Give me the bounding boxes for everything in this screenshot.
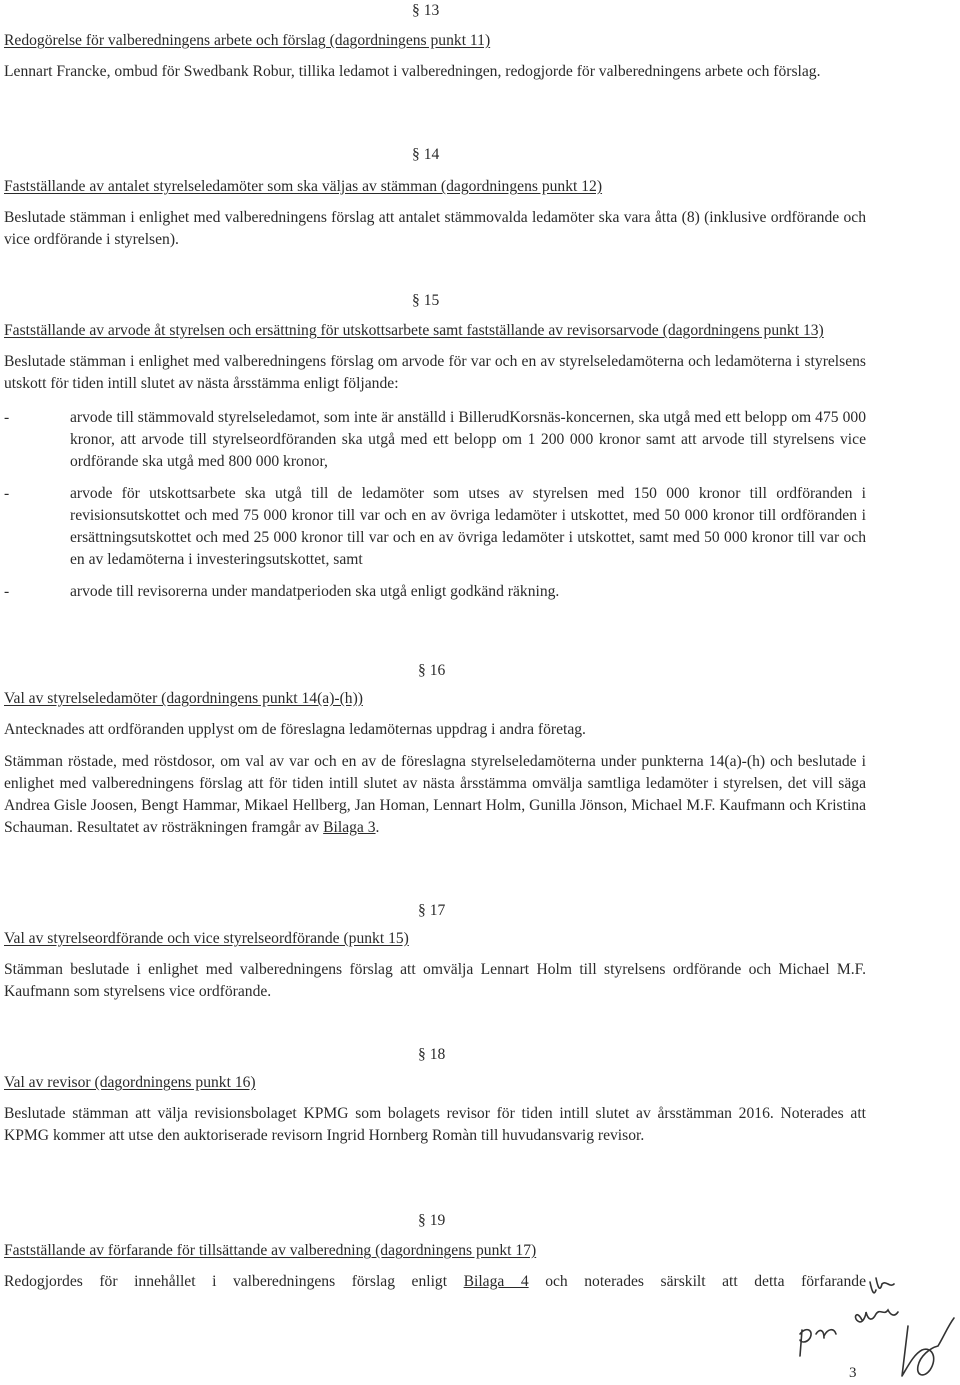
section-paragraph: Antecknades att ordföranden upplyst om de föreslagna ledamöternas uppdrag i andra företag.	[4, 721, 586, 738]
section-heading: Val av revisor (dagordningens punkt 16)	[4, 1074, 256, 1091]
section-heading: Redogörelse för valberedningens arbete och förslag (dagordningens punkt 11)	[4, 32, 491, 49]
bullet-dash: -	[4, 409, 10, 426]
section-number: § 16	[418, 662, 446, 679]
paragraph-text: Stämman röstade, med röstdosor, om val av var och en av de föreslagna styrelseledamöterna under punkterna 14(a)-(h) och beslutade i enlighet med valberedningens förslag att för tiden intill slutet av nästa årsstämma omvälja samtliga ledamöter i styrelsen, det vill säga Andrea Gisle Joosen, Bengt Hammar, Mikael Hellberg, Jan Homan, Lennart Holm, Gunilla Jönson, Michael M.F. Kaufmann och Kristina Schauman. Resultatet av rösträkningen framgår av	[4, 753, 866, 836]
list-item	[4, 483, 866, 571]
section-14	[4, 176, 866, 251]
section-paragraph	[4, 751, 866, 839]
section-paragraph: Beslutade stämman att välja revisionsbolaget KPMG som bolagets revisor för tiden intill slutet av årsstämman 2016. Noterades att KPMG kommer att utse den auktoriserade revisorn Ingrid Hornberg Romàn till huvudansvarig revisor.	[4, 1105, 866, 1144]
paragraph-text: Redogjordes för innehållet i valberedningens förslag enligt	[4, 1273, 448, 1290]
section-paragraph: Lennart Francke, ombud för Swedbank Robur, tillika ledamot i valberedningen, redogjorde för valberedningens arbete och förslag.	[4, 63, 821, 80]
appendix-link[interactable]: Bilaga 4	[463, 1273, 529, 1290]
appendix-link[interactable]: Bilaga 3	[323, 819, 376, 836]
section-heading: Val av styrelseordförande och vice styrelseordförande (punkt 15)	[4, 930, 409, 947]
section-number: § 18	[418, 1046, 446, 1063]
list-item-text: arvode för utskottsarbete ska utgå till de ledamöter som utses av styrelsen med 150 000 kronor till ordföranden i revisionsutskottet och med 75 000 kronor till var och en av övriga ledamöter i utskottet, med 50 000 kronor till ordföranden i ersättningsutskottet och med 25 000 kronor till var och en av övriga ledamöter i utskottet, samt med 50 000 kronor till var och en av ledamöterna i investeringsutskottet, samt	[70, 485, 866, 568]
section-16	[4, 688, 866, 839]
section-paragraph: Stämman beslutade i enlighet med valberedningens förslag att omvälja Lennart Holm till styrelsens ordförande och Michael M.F. Kaufmann som styrelsens vice ordförande.	[4, 961, 866, 1000]
section-18	[4, 1072, 866, 1147]
list-item-text: arvode till stämmovald styrelseledamot, som inte är anställd i BillerudKorsnäs-koncernen, ska utgå med ett belopp om 475 000 kronor, att arvode till styrelseordföranden ska utgå med ett belopp om 1 200 000 kronor samt att arvode till styrelsens vice ordförande ska utgå med 800 000 kronor,	[70, 409, 866, 470]
section-number: § 19	[418, 1212, 446, 1229]
list-item-text: arvode till revisorerna under mandatperioden ska utgå enligt godkänd räkning.	[70, 583, 560, 600]
section-number: § 15	[412, 292, 440, 309]
list-item	[4, 407, 866, 473]
section-paragraph	[4, 1271, 866, 1293]
fee-list	[4, 407, 866, 603]
section-paragraph: Beslutade stämman i enlighet med valberedningens förslag att antalet stämmovalda ledamöter ska vara åtta (8) (inklusive ordförande och vice ordförande i styrelsen).	[4, 209, 866, 248]
section-17	[4, 928, 866, 1003]
section-heading: Fastställande av arvode åt styrelsen och ersättning för utskottsarbete samt fastställande av revisorsarvode (dagordningens punkt 13)	[4, 322, 824, 339]
section-heading: Fastställande av antalet styrelseledamöter som ska väljas av stämman (dagordningens punkt 12)	[4, 178, 603, 195]
section-paragraph: Beslutade stämman i enlighet med valberedningens förslag om arvode för var och en av styrelseledamöterna och ledamöterna i styrelsens utskott för tiden intill slutet av nästa årsstämma enligt följande:	[4, 353, 866, 392]
section-15	[4, 320, 866, 613]
section-heading: Val av styrelseledamöter (dagordningens punkt 14(a)-(h))	[4, 690, 363, 707]
section-19	[4, 1240, 866, 1293]
section-number: § 17	[418, 902, 446, 919]
section-number: § 13	[412, 2, 440, 19]
section-13	[4, 30, 866, 83]
section-number: § 14	[412, 146, 440, 163]
paragraph-text: och noterades särskilt att detta förfarande	[545, 1273, 866, 1290]
bullet-dash: -	[4, 485, 10, 502]
link-suffix: .	[375, 819, 380, 836]
handwritten-initials-signature	[888, 1306, 958, 1382]
bullet-dash: -	[4, 583, 10, 600]
section-heading: Fastställande av förfarande för tillsättande av valberedning (dagordningens punkt 17)	[4, 1242, 537, 1259]
page-number: 3	[849, 1365, 857, 1381]
list-item	[4, 581, 866, 603]
